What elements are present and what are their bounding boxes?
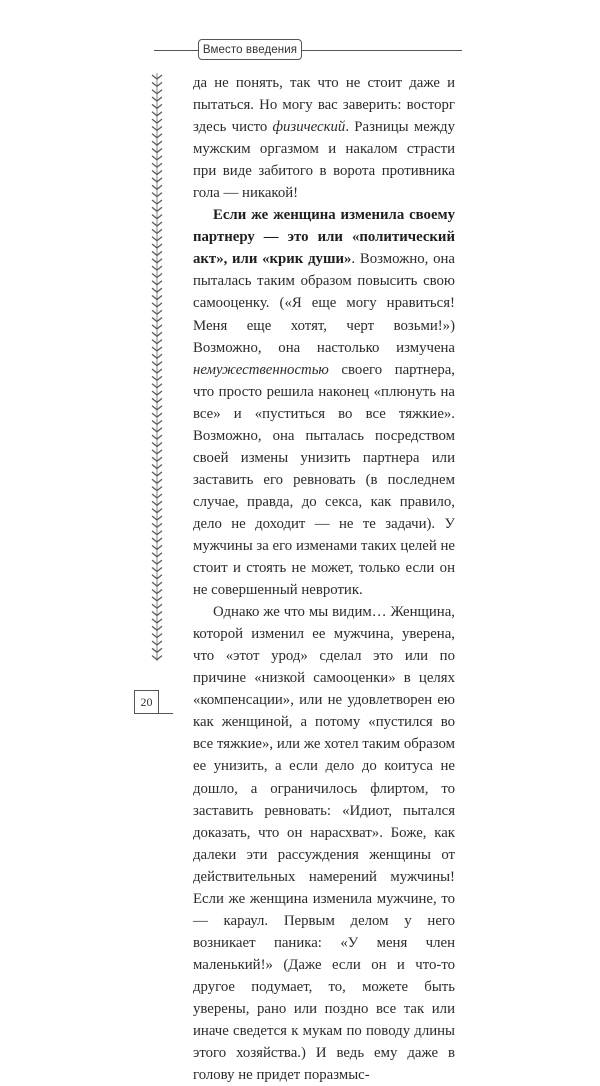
paragraph-3: Однако же что мы видим… Женщина, которой изменил ее мужчина, уверена, что «этот урод» сделал это или по причине «низкой самооценки» в целях «компенсации», или не удовлетворен ею как женщиной, а потому «пустился во все тяжкие», или же хотел таким образом ее унизить, а если дело до коитуса не дошло, а ограничилось флиртом, то заставить ревновать: «Идиот, пытался доказать, что он нарасхват». Боже, как далеки эти рассуждения женщины от действительных намерений мужчины! Если же женщина изменила мужчине, то — караул. Первым делом у него возникает паника: «У меня член маленький!» (Даже если он и что-то другое подумает, то, можете быть уверены, рано или поздно все так или иначе сведется к мукам по поводу длины этого хозяйства.) И ведь ему даже в голову не придет поразмыс- (193, 604, 455, 1084)
paragraph-2: Если же женщина изменила своему партнеру — это или «политический акт», или «крик души». Возможно, она пыталась таким образом повысить свою самооценку. («Я еще могу нравиться! Меня еще хотят, черт возьми!») Возможно, она настолько измучена немужественностью своего партнера, что просто решила наконец «плюнуть на все» и «пуститься во все тяжкие». Возможно, она пыталась посредством своей измены унизить партнера или заставить его ревновать (в последнем случае, правда, до секса, как правило, дело не доходит — не те задачи). У мужчины за его изменами таких целей не стоит и стоять не может, только если он не совершенный невротик. (193, 207, 455, 599)
page-number-box (134, 690, 159, 714)
body-text (193, 72, 455, 1086)
decorative-vine-ornament (151, 73, 163, 661)
section-title-tab (198, 39, 302, 60)
page-number: 20 (140, 694, 153, 709)
page-corner-rule (159, 713, 173, 714)
paragraph-1: да не понять, так что не стоит даже и пытаться. Но могу вас заверить: восторг здесь чисто физический. Разницы между мужским оргазмом и накалом страсти при виде забитого в ворота противника гола — никакой! (193, 75, 455, 202)
section-title: Вместо введения (202, 43, 298, 56)
